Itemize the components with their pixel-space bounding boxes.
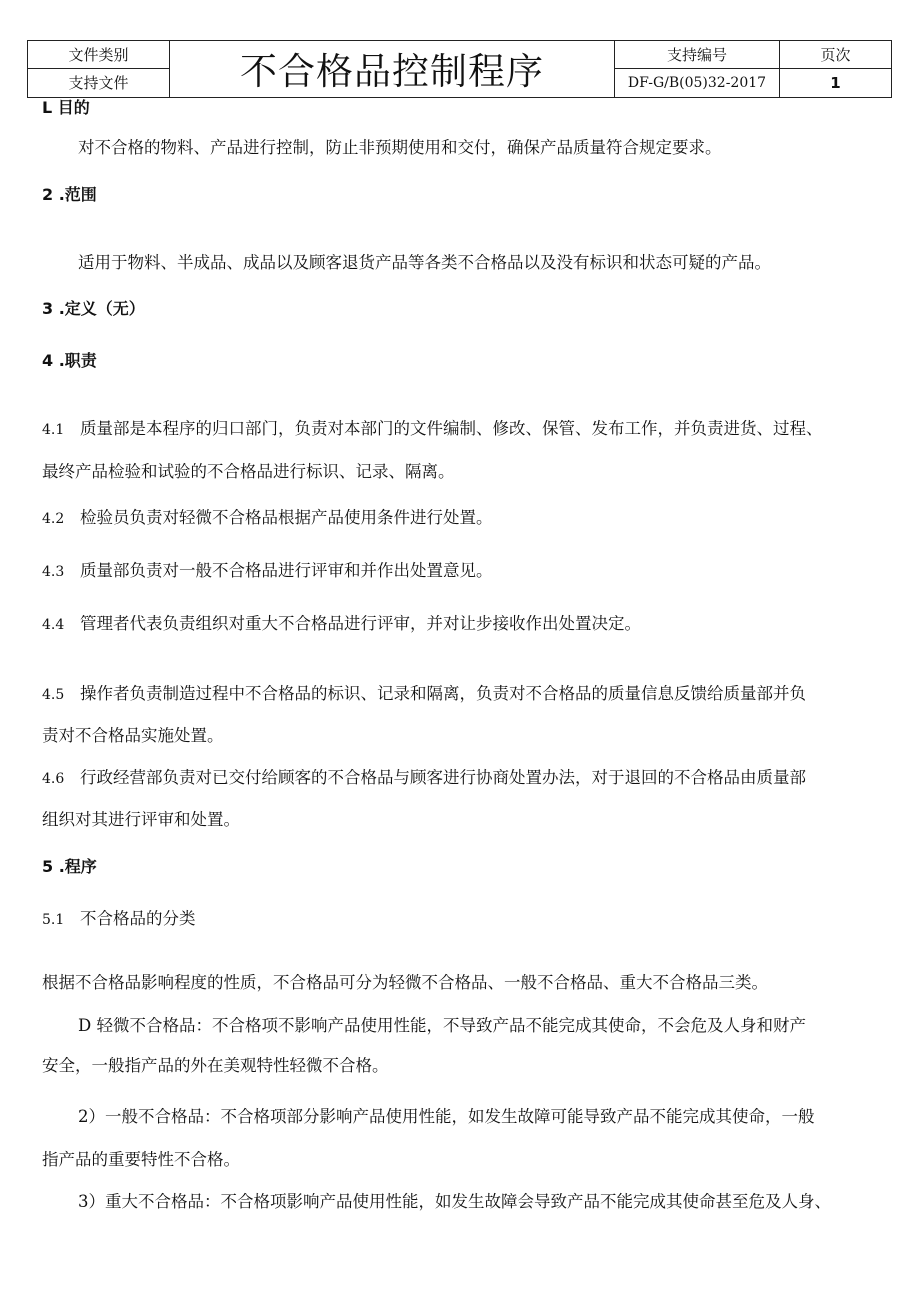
category-value: 支持文件 xyxy=(28,68,170,97)
item-4-3-number: 4.3 xyxy=(42,564,65,580)
subsection-5-1-number: 5.1 xyxy=(42,912,65,928)
code-label: 支持编号 xyxy=(615,41,780,69)
section-2-heading: 2 .范围 xyxy=(42,185,97,204)
item-4-5-line-2: 责对不合格品实施处置。 xyxy=(42,726,224,745)
class-general-line-1: 2）一般不合格品：不合格项部分影响产品使用性能，如发生故障可能导致产品不能完成其使命，一般 xyxy=(78,1107,815,1126)
item-4-1-text: 质量部是本程序的归口部门，负责对本部门的文件编制、修改、保管、发布工作，并负责进货、过程、 xyxy=(80,419,823,438)
section-3-heading: 3 .定义（无） xyxy=(42,299,145,318)
item-4-1-line-2: 最终产品检验和试验的不合格品进行标识、记录、隔离。 xyxy=(42,462,455,481)
item-4-5-number: 4.5 xyxy=(42,687,65,703)
class-major-line-1: 3）重大不合格品：不合格项影响产品使用性能，如发生故障会导致产品不能完成其使命甚至危及人身、 xyxy=(78,1192,831,1211)
item-4-2-text: 检验员负责对轻微不合格品根据产品使用条件进行处置。 xyxy=(80,508,493,527)
item-4-4-number: 4.4 xyxy=(42,617,65,633)
section-4-heading: 4 .职责 xyxy=(42,351,97,370)
subsection-5-1-title: 不合格品的分类 xyxy=(80,909,196,928)
class-general-line-2: 指产品的重要特性不合格。 xyxy=(42,1150,240,1169)
class-minor-line-2: 安全，一般指产品的外在美观特性轻微不合格。 xyxy=(42,1056,389,1075)
item-4-5-line-1 xyxy=(42,684,806,705)
page-value: 1 xyxy=(780,68,892,97)
item-4-2-number: 4.2 xyxy=(42,511,65,527)
item-4-6-text: 行政经营部负责对已交付给顾客的不合格品与顾客进行协商处置办法，对于退回的不合格品由质量部 xyxy=(80,768,806,787)
section-1-heading: L 目的 xyxy=(42,98,90,117)
item-4-4-text: 管理者代表负责组织对重大不合格品进行评审，并对让步接收作出处置决定。 xyxy=(80,614,641,633)
item-4-3-text: 质量部负责对一般不合格品进行评审和并作出处置意见。 xyxy=(80,561,493,580)
section-1-text: 对不合格的物料、产品进行控制，防止非预期使用和交付，确保产品质量符合规定要求。 xyxy=(78,138,722,157)
page-label: 页次 xyxy=(780,41,892,69)
item-4-2 xyxy=(42,508,493,529)
category-label: 文件类别 xyxy=(28,41,170,69)
item-4-5-text: 操作者负责制造过程中不合格品的标识、记录和隔离，负责对不合格品的质量信息反馈给质量部并负 xyxy=(80,684,806,703)
class-minor-line-1: D 轻微不合格品：不合格项不影响产品使用性能，不导致产品不能完成其使命，不会危及人身和财产 xyxy=(78,1016,806,1035)
item-4-3 xyxy=(42,561,493,582)
item-4-1-number: 4.1 xyxy=(42,422,65,438)
item-4-6-number: 4.6 xyxy=(42,771,65,787)
classification-intro: 根据不合格品影响程度的性质，不合格品可分为轻微不合格品、一般不合格品、重大不合格品三类。 xyxy=(42,973,768,992)
section-2-text: 适用于物料、半成品、成品以及顾客退货产品等各类不合格品以及没有标识和状态可疑的产品。 xyxy=(78,253,771,272)
section-5-heading: 5 .程序 xyxy=(42,857,97,876)
item-4-1-line-1 xyxy=(42,419,823,440)
item-4-6-line-1 xyxy=(42,768,806,789)
item-4-4 xyxy=(42,614,641,635)
subsection-5-1 xyxy=(42,909,196,930)
document-title: 不合格品控制程序 xyxy=(170,41,615,98)
code-value: DF-G/B(05)32-2017 xyxy=(615,68,780,97)
item-4-6-line-2: 组织对其进行评审和处置。 xyxy=(42,810,240,829)
